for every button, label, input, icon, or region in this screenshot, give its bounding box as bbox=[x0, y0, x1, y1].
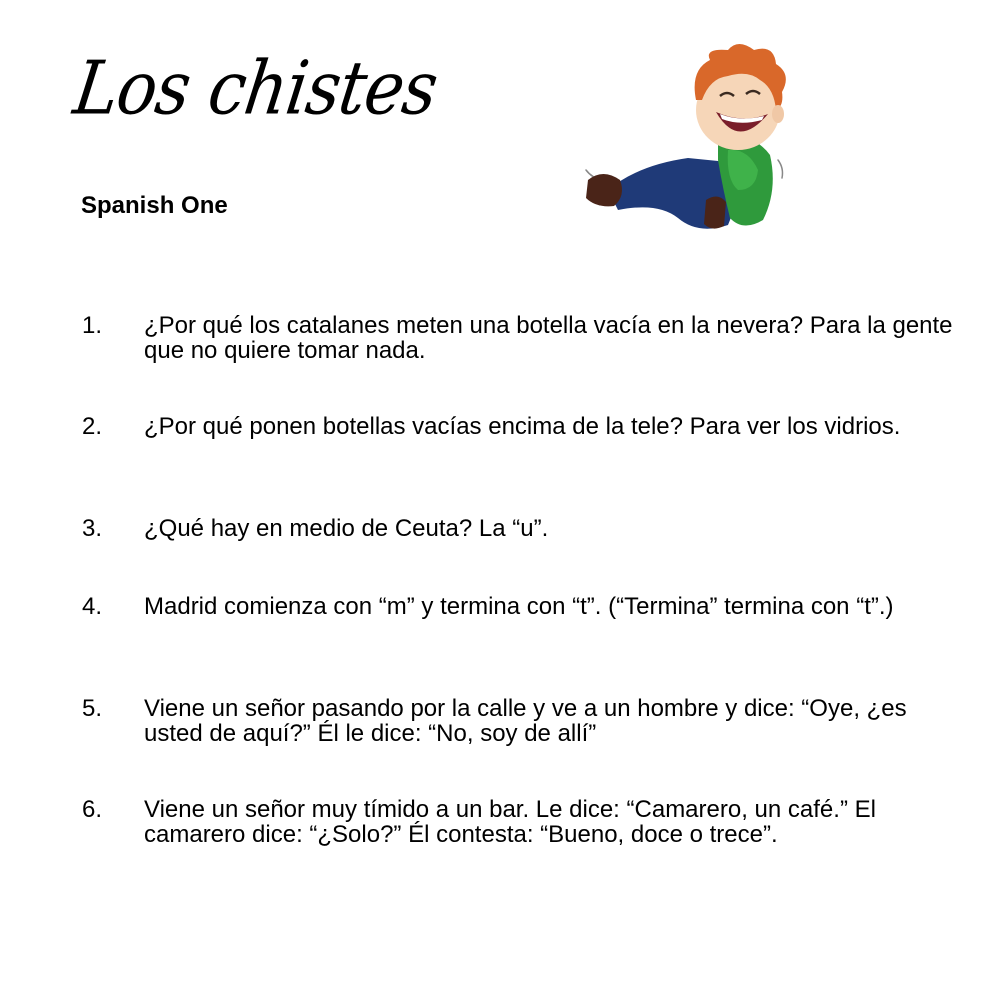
list-item bbox=[82, 313, 962, 363]
page-title: Los chistes bbox=[68, 45, 443, 132]
list-item-number: 4. bbox=[82, 593, 103, 620]
list-item-number: 5. bbox=[82, 695, 103, 722]
list-item-text: ¿Por qué los catalanes meten una botella vacía en la nevera? Para la gente que no quiere tomar nada. bbox=[144, 312, 953, 364]
list-item-number: 2. bbox=[82, 413, 103, 440]
laughing-boy-icon bbox=[578, 40, 798, 240]
page-subtitle: Spanish One bbox=[81, 192, 228, 219]
list-item-text: Madrid comienza con “m” y termina con “t”. (“Termina” termina con “t”.) bbox=[144, 593, 894, 620]
list-item-number: 1. bbox=[82, 312, 103, 339]
list-item-number: 6. bbox=[82, 796, 103, 823]
list-item-text: Viene un señor pasando por la calle y ve a un hombre y dice: “Oye, ¿es usted de aquí?” Él le dice: “No, soy de allí” bbox=[144, 695, 907, 747]
list-item bbox=[82, 414, 962, 439]
list-item bbox=[82, 594, 962, 619]
list-item-text: Viene un señor muy tímido a un bar. Le dice: “Camarero, un café.” El camarero dice: “¿Solo?” Él contesta: “Bueno, doce o trece”. bbox=[144, 796, 876, 848]
list-item-number: 3. bbox=[82, 515, 103, 542]
list-item bbox=[82, 797, 962, 847]
list-item bbox=[82, 696, 962, 746]
list-item bbox=[82, 516, 962, 541]
list-item-text: ¿Por qué ponen botellas vacías encima de la tele? Para ver los vidrios. bbox=[144, 413, 901, 440]
list-item-text: ¿Qué hay en medio de Ceuta? La “u”. bbox=[144, 515, 549, 542]
